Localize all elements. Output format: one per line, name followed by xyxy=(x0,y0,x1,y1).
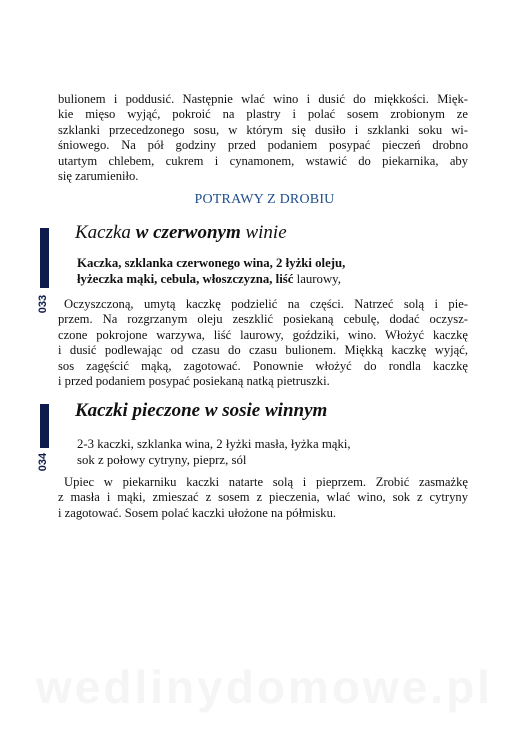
method-line: i zagotować. Sosem polać kaczki ułożone na półmisku. xyxy=(58,505,337,520)
watermark: wedlinydomowe.pl xyxy=(36,661,493,713)
intro-line: szklanki przecedzonego sosu, w którym się dusiło i szklanki soku wi- xyxy=(58,122,468,137)
method-paragraph xyxy=(58,297,468,389)
recipe-number: 033 xyxy=(37,294,49,314)
method-line: sos zagęścić mąką, zagotować. Ponownie włożyć do rondla kaczkę xyxy=(58,358,468,373)
method-line: Oczyszczoną, umytą kaczkę podzielić na części. Natrzeć solą i pie- xyxy=(64,297,468,311)
recipe-number-marker xyxy=(34,228,52,324)
intro-line: śniowego. Na pół godziny przed podaniem posypać pieczeń drobno xyxy=(58,138,468,153)
recipe-title-emphasis: w czerwonym xyxy=(135,222,241,243)
method-line: i przed podaniem posypać posiekaną natką pietruszki. xyxy=(58,374,330,389)
ingredients-list xyxy=(77,255,345,287)
ingredients-line: sok z połowy cytryny, pieprz, sól xyxy=(77,453,247,467)
ingredients-bold: łyżeczka mąki, cebula, włoszczyzna, liść xyxy=(77,272,294,286)
ingredients-rest: laurowy, xyxy=(293,272,341,286)
intro-paragraph xyxy=(58,92,468,184)
recipe-title-part: winie xyxy=(240,222,287,243)
method-line: czone pokrojone warzywa, liść laurowy, goździki, wino. Włożyć kaczkę xyxy=(58,327,468,342)
intro-line: bulionem i poddusić. Następnie wlać wino i dusić do miękkości. Mięk- xyxy=(58,92,468,106)
intro-line: się zarumieniło. xyxy=(58,169,139,184)
recipe-title-part: Kaczka xyxy=(75,222,136,243)
intro-line: kie mięso wyjąć, pokroić na plastry i polać sosem zrobionym ze xyxy=(58,107,468,122)
section-title: POTRAWY Z DROBIU xyxy=(194,192,335,207)
ingredients-line xyxy=(77,271,345,287)
method-line: przem. Na rozgrzanym oleju zeszklić posiekaną cebulę, dodać oczysz- xyxy=(58,312,468,327)
intro-line: utartym chlebem, cukrem i cynamonem, wstawić do piekarnika, aby xyxy=(58,153,468,168)
ingredients-line: Kaczka, szklanka czerwonego wina, 2 łyżki oleju, xyxy=(77,256,346,270)
recipe-number-marker xyxy=(34,404,52,480)
ingredients-line: 2-3 kaczki, szklanka wina, 2 łyżki masła, łyżka mąki, xyxy=(77,437,351,451)
method-line: z masła i mąki, zmieszać z sosem z pieczenia, wlać wino, sok z cytryny xyxy=(58,490,468,505)
ingredients-list xyxy=(77,436,351,468)
recipe-title: Kaczki pieczone w sosie winnym xyxy=(75,400,328,421)
recipe-number: 034 xyxy=(37,452,49,472)
method-line: Upiec w piekarniku kaczki natarte solą i pieprzem. Zrobić zasmażkę xyxy=(64,475,468,489)
method-paragraph xyxy=(58,475,468,521)
marker-bar xyxy=(40,404,49,448)
recipe-title xyxy=(75,222,287,244)
marker-bar xyxy=(40,228,49,288)
method-line: i dusić podlewając od czasu do czasu bulionem. Miękką kaczkę wyjąć, xyxy=(58,343,468,358)
